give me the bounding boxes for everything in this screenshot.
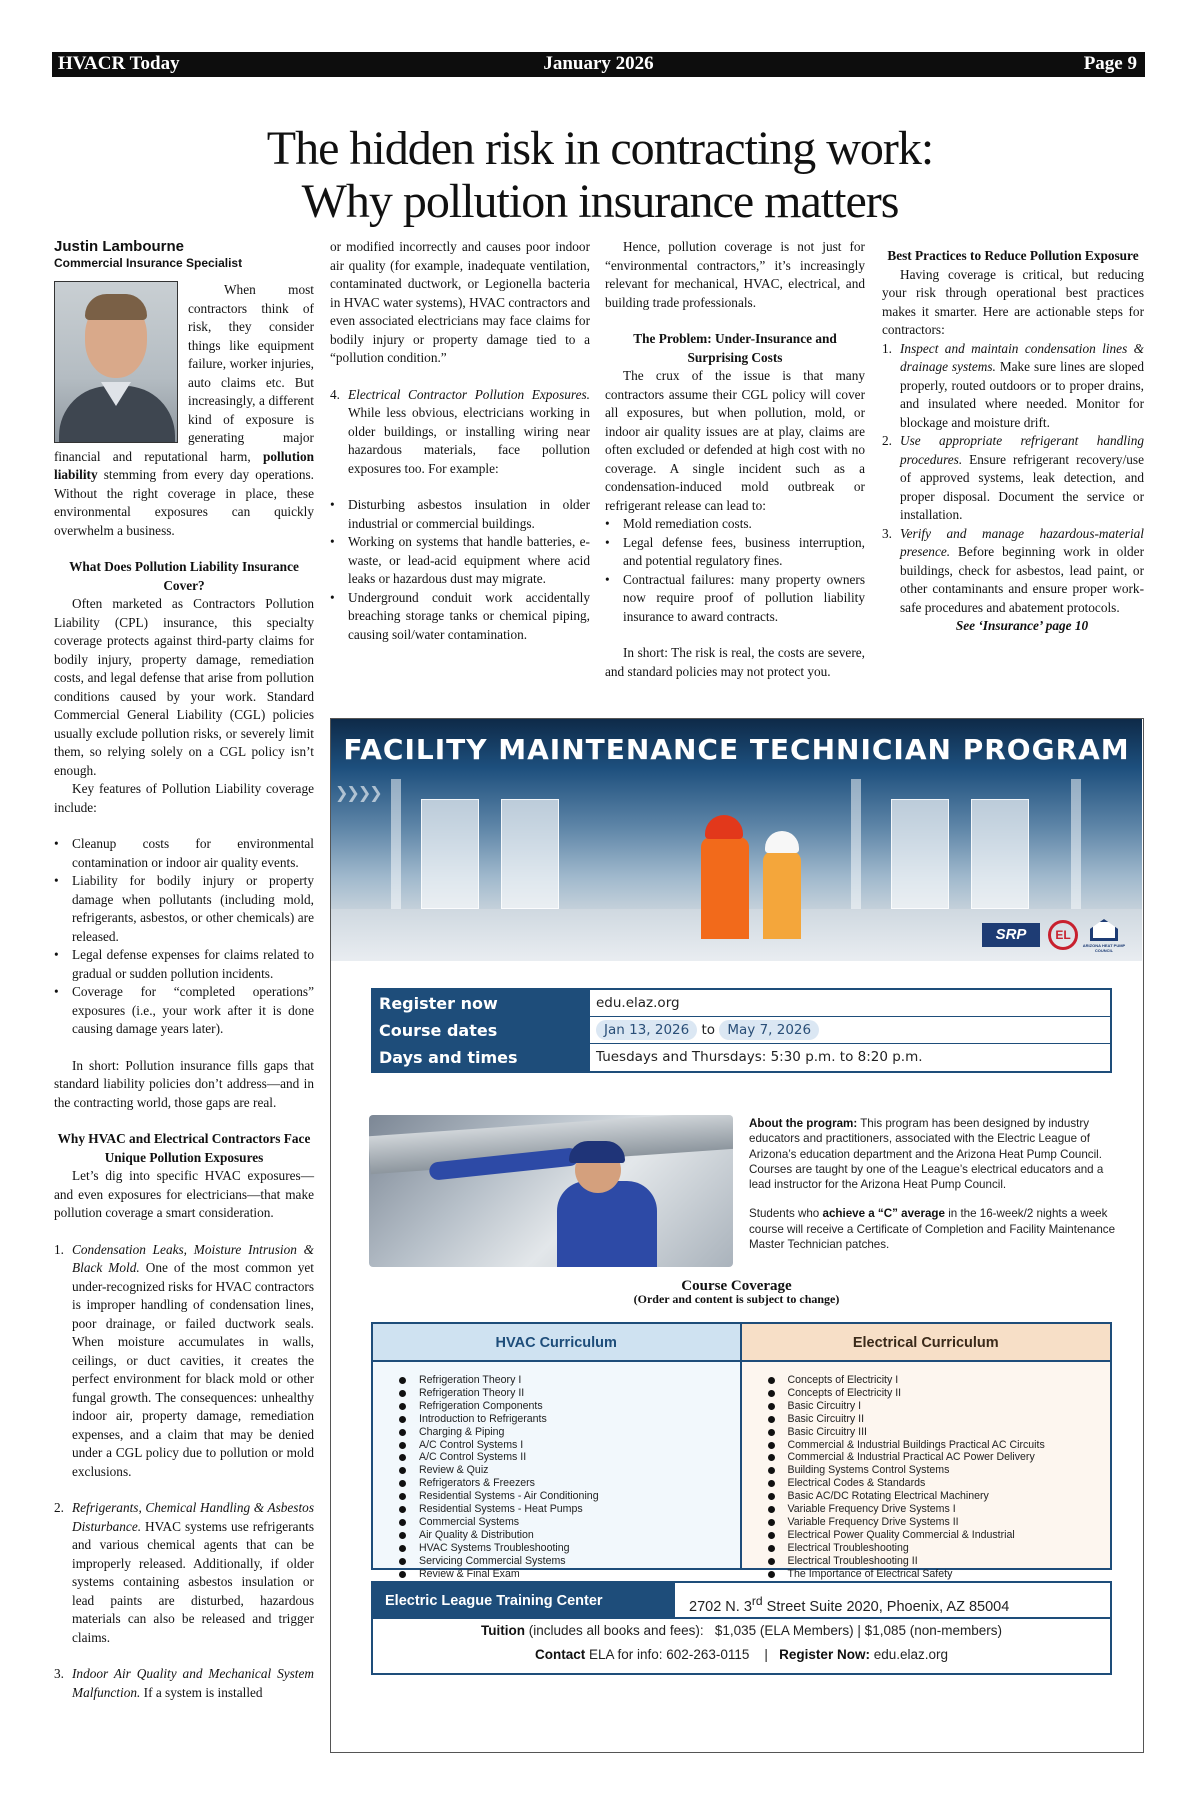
training-center-info [371,1581,1112,1675]
column-2-continuation: or modified incorrectly and causes poor indoor air quality (for example, inadequate ventilation, contaminated ductwork, or Legionella bacteria in HVAC water systems), HVAC contractors and even associated electricians may face claims for bodily injury or property damage tied to a “pollution condition.” [330,239,590,365]
article-column-3 [605,238,865,681]
list-item: Electrical Troubleshooting II [768,1555,1111,1568]
sponsor-logos [982,917,1126,953]
center-name: Electric League Training Center [373,1583,675,1617]
best-practices-heading: Best Practices to Reduce Pollution Exposure [887,248,1139,263]
list-item: • Cleanup costs for environmental contamination or indoor air quality events. [54,835,314,872]
article-column-2 [330,238,590,644]
issue-date: January 2026 [543,53,654,74]
list-item: Commercial Systems [399,1516,740,1529]
short-summary-1: In short: Pollution insurance fills gaps that standard liability policies don’t address—and in the contracting world, those gaps are real. [54,1057,314,1110]
electrical-course-list [742,1362,1111,1581]
list-item: • Disturbing asbestos insulation in older industrial or commercial buildings. [330,496,590,533]
technician-photo [369,1115,733,1267]
headline-line-1: The hidden risk in contracting work: [266,122,934,175]
why-heading: Why HVAC and Electrical Contractors Face Unique Pollution Exposures [57,1131,311,1165]
list-item: Refrigerators & Freezers [399,1477,740,1490]
best-practices-list [882,340,1144,618]
feature-list [54,835,314,1039]
hence-paragraph: Hence, pollution coverage is not just for “environmental contractors,” it’s increasingly relevant for mechanical, HVAC, electrical, and building trade professionals. [605,239,865,310]
banner-title: FACILITY MAINTENANCE TECHNICIAN PROGRAM [343,733,1130,766]
list-item: Refrigeration Components [399,1400,740,1413]
list-item: • Legal defense fees, business interruption, and potential regulatory fines. [605,534,865,571]
author-name: Justin Lambourne [54,238,185,255]
end-date: May 7, 2026 [719,1020,819,1040]
what-heading: What Does Pollution Liability Insurance Cover? [69,559,299,593]
what-paragraph-1: Often marketed as Contractors Pollution Liability (CPL) insurance, this specialty coverage protects against third-party claims for bodily injury, property damage, remediation costs, and legal defense that arise from pollution conditions caused by your work. Standard Commercial General Liability (CGL) policies usually exclude pollution risks, or severely limit them, so relying solely on a CGL policy isn’t enough. [54,596,314,778]
register-label: Register now [373,990,590,1016]
why-paragraph: Let’s dig into specific HVAC exposures—and even exposures for electricians—that make pollution coverage a smart consideration. [54,1168,314,1220]
what-paragraph-2: Key features of Pollution Liability coverage include: [54,781,314,815]
about-label: About the program: [749,1117,858,1130]
list-item: HVAC Systems Troubleshooting [399,1542,740,1555]
list-item: Introduction to Refrigerants [399,1413,740,1426]
list-item: Basic AC/DC Rotating Electrical Machinery [768,1490,1111,1503]
author-photo [54,281,178,443]
intro-bold: pollution liability [54,448,314,482]
hvac-course-list [373,1362,740,1581]
worker-figure [701,837,749,939]
registration-table [371,988,1112,1073]
continued-jump-link[interactable]: See ‘Insurance’ page 10 [955,618,1089,633]
list-item: Residential Systems - Heat Pumps [399,1503,740,1516]
list-item: • Liability for bodily injury or property damage when pollutants (including mold, refrigerants, asbestos, or other chemicals) are released. [54,872,314,946]
list-item: • Coverage for “completed operations” exposures (i.e., your work after it is done causing damage years later). [54,983,314,1039]
days-label: Days and times [373,1044,590,1071]
article-headline [220,122,980,228]
course-dates: Jan 13, 2026 to May 7, 2026 [590,1017,1110,1043]
table-row [373,1044,1110,1071]
list-item: 1. Inspect and maintain condensation lines & drainage systems. Make sure lines are sloped properly, routed outdoors or to proper drains, and insulated where needed. Monitor for blockage and moisture drift. [882,340,1144,430]
list-item: Servicing Commercial Systems [399,1555,740,1568]
hard-hat-icon [765,831,799,853]
register-now-link[interactable]: edu.elaz.org [873,1647,949,1662]
contact-phone[interactable]: ELA for info: 602-263-0115 [589,1647,750,1662]
list-item: • Mold remediation costs. [605,515,865,534]
dates-label: Course dates [373,1017,590,1043]
program-advertisement [330,718,1144,1753]
list-item: 4. Electrical Contractor Pollution Exposures. While less obvious, electricians working in older buildings, or installing wiring near hazardous materials, face pollution exposures too. For example: [330,386,590,476]
program-banner [331,719,1142,961]
problem-heading: The Problem: Under-Insurance and Surprising Costs [633,331,837,365]
hvac-curriculum [373,1324,742,1580]
problem-list [605,515,865,626]
house-icon [1090,919,1118,941]
srp-logo: SRP [982,923,1040,947]
heat-pump-council-logo: ARIZONA HEAT PUMP COUNCIL [1086,917,1122,953]
article-column-1 [54,238,314,1702]
list-item: 2. Refrigerants, Chemical Handling & Asbestos Disturbance. HVAC systems use refrigerants and various chemical agents that can be improperly released. Additionally, if older systems containing asbestos insulation or lead paints are disturbed, hazardous materials can also be released and trigger claims. [54,1500,314,1645]
publication-name: HVACR Today [58,53,180,74]
page-number: Page 9 [1083,53,1137,74]
about-program: About the program: This program has been designed by industry educators and practitioners, associated with the Electric League of Arizona’s education department and the Arizona Heat Pump Council. Courses are taught by one of the League’s electrical educators and a lead instructor for the Arizona Heat Pump Council. Students who achieve a “C” average in the 16-week/2 nights a week course will receive a Certificate of Completion and Facility Maintenance Master Technician patches. [749,1117,1116,1252]
exposure-list [54,1241,314,1703]
list-item: Variable Frequency Drive Systems II [768,1516,1111,1529]
list-item: Review & Quiz [399,1464,740,1477]
list-item: 1. Condensation Leaks, Moisture Intrusion & Black Mold. One of the most common yet under-recognized risks for HVAC contractors is improper handling of condensation lines, poor drainage, or failed ductwork seals. When moisture accumulates in walls, ceilings, or duct cavities, it creates the perfect environment for black mold or other fungal growth. The consequences: unhealthy indoor air, property damage, remediation expenses, and a claim that may be denied under a CGL policy due to pollution or mold exclusions. [54,1241,314,1479]
intro-paragraph: When most contractors think of risk, they consider things like equipment failure, worker injuries, auto claims etc. But increasingly, a different kind of exposure is generating major financial and reputational harm, pollution liability stemming from every day operations. Without the right coverage in place, these environmental exposures can quickly overwhelm a business. [54,282,315,538]
headline-line-2: Why pollution insurance matters [301,175,899,228]
list-item: Basic Circuitry II [768,1413,1111,1426]
center-address: 2702 N. 3rd Street Suite 2020, Phoenix, AZ 85004 [689,1594,1010,1615]
list-item: A/C Control Systems I [399,1439,740,1452]
list-item: Review & Final Exam [399,1568,740,1581]
short-summary-2: In short: The risk is real, the costs are severe, and standard policies may not protect you. [605,645,865,679]
list-item: Refrigeration Theory II [399,1387,740,1400]
list-item: A/C Control Systems II [399,1451,740,1464]
hard-hat-icon [705,815,743,839]
list-item: Basic Circuitry III [768,1426,1111,1439]
list-item: Variable Frequency Drive Systems I [768,1503,1111,1516]
problem-paragraph: The crux of the issue is that many contractors assume their CGL policy will cover all exposures, but when pollution, mold, or indoor air quality issues are at play, claims are often excluded or defended at high cost with no coverage. A single incident such as a condensation-induced mold outbreak or refrigerant release can lead to: [605,368,865,513]
list-item: Basic Circuitry I [768,1400,1111,1413]
electrical-examples-list [330,496,590,644]
electrical-curriculum-heading: Electrical Curriculum [742,1324,1111,1362]
electrical-curriculum [742,1324,1111,1580]
list-item: • Contractual failures: many property owners now require proof of pollution liability insurance to award contracts. [605,571,865,627]
list-item: Charging & Piping [399,1426,740,1439]
list-item: Concepts of Electricity I [768,1374,1111,1387]
list-item: 3. Indoor Air Quality and Mechanical System Malfunction. If a system is installed [54,1666,314,1700]
list-item: • Underground conduit work accidentally breaching storage tanks or chemical piping, causing soil/water contamination. [330,589,590,645]
page-header [52,52,1145,77]
list-item: Electrical Troubleshooting [768,1542,1111,1555]
list-item: Commercial & Industrial Buildings Practical AC Circuits [768,1439,1111,1452]
coverage-title: Course Coverage [681,1278,792,1294]
list-item: Electrical Power Quality Commercial & Industrial [768,1529,1111,1542]
start-date: Jan 13, 2026 [596,1020,697,1040]
list-item: 2. Use appropriate refrigerant handling procedures. Ensure refrigerant recovery/use of approved systems, leak detection, and proper disposal. Document the service or installation. [882,433,1145,522]
register-link[interactable]: edu.elaz.org [596,995,680,1011]
electric-league-logo: EL [1048,920,1078,950]
table-row [373,990,1110,1017]
worker-figure [763,851,801,939]
tuition-line: Tuition (includes all books and fees): $1,035 (ELA Members) | $1,085 (non-members) [480,1623,1002,1638]
list-item: The Importance of Electrical Safety [768,1568,1111,1581]
chevron-arrows-icon: ❯❯❯❯ [335,785,381,802]
list-item: Air Quality & Distribution [399,1529,740,1542]
table-row [373,1017,1110,1044]
curriculum-table [371,1322,1112,1580]
list-item: Concepts of Electricity II [768,1387,1111,1400]
list-item: Residential Systems - Air Conditioning [399,1490,740,1503]
list-item: Electrical Codes & Standards [768,1477,1111,1490]
contact-line: Contact ELA for info: 602-263-0115 | Register Now: edu.elaz.org [534,1647,949,1662]
coverage-subtitle: (Order and content is subject to change) [633,1292,840,1306]
days-value: Tuesdays and Thursdays: 5:30 p.m. to 8:20 p.m. [596,1049,923,1065]
exposure-list-continued [330,386,590,479]
list-item: Refrigeration Theory I [399,1374,740,1387]
list-item: • Working on systems that handle batteries, e-waste, or lead-acid equipment where acid leaks or hazardous dust may migrate. [330,533,590,589]
list-item: Commercial & Industrial Practical AC Power Delivery [768,1451,1111,1464]
tuition-value: $1,035 (ELA Members) | $1,085 (non-members) [714,1623,1002,1638]
list-item: Building Systems Control Systems [768,1464,1111,1477]
author-title: Commercial Insurance Specialist [54,256,243,270]
list-item: • Legal defense expenses for claims related to gradual or sudden pollution incidents. [54,946,314,983]
article-column-4 [882,238,1144,636]
best-practices-paragraph: Having coverage is critical, but reducing your risk through operational best practices makes it smarter. Here are actionable steps for contractors: [882,266,1144,337]
hvac-curriculum-heading: HVAC Curriculum [373,1324,740,1362]
list-item: 3. Verify and manage hazardous-material presence. Before beginning work in older buildings, check for asbestos, lead paint, or other contaminants and ensure proper work-safe procedures and abatement protocols. [882,525,1144,615]
